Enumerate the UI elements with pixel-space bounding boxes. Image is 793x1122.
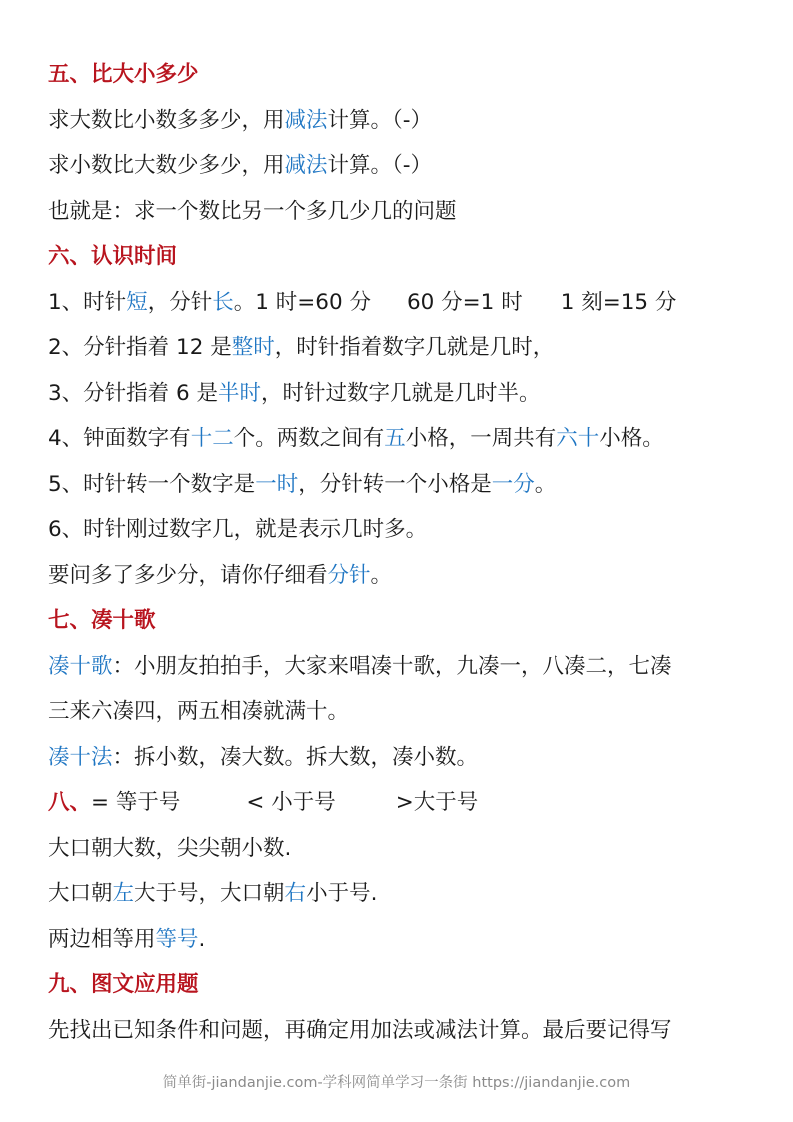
s5-line-1: 求大数比小数多多少，用减法计算。（-） (48, 107, 433, 133)
highlight-term: 左 (112, 881, 135, 906)
s6-line-1: 1、时针短，分针长。1 时=60 分 60 分=1 时 1 刻=15 分 (48, 289, 677, 315)
section-8-prefix: 八、 (48, 790, 92, 815)
highlight-term: 整时 (231, 335, 275, 360)
s5-line-3: 也就是：求一个数比另一个多几少几的问题 (48, 198, 457, 224)
document-body (48, 52, 748, 1053)
section-6-heading: 六、认识时间 (48, 244, 178, 269)
section-8-heading: 八、= 等于号 < 小于号 >大于号 (48, 790, 479, 815)
s6-line-2: 2、分针指着 12 是整时，时针指着数字几就是几时， (48, 335, 555, 360)
highlight-term: 分针 (327, 562, 371, 588)
page-footer: 简单街-jiandanjie.com-学科网简单学习一条街 https://jiandanjie.com (162, 1075, 631, 1091)
s8-line-2: 大口朝左大于号，大口朝右小于号. (48, 881, 378, 906)
s6-line-5: 5、时针转一个数字是一时，分针转一个小格是一分。 (48, 471, 557, 497)
s6-line-3: 3、分针指着 6 是半时，时针过数字几就是几时半。 (48, 380, 541, 406)
highlight-term: 减法 (284, 153, 328, 178)
highlight-term: 凑十法 (48, 744, 113, 770)
s7-line-3: 凑十法：拆小数，凑大数。拆大数，凑小数。 (48, 744, 479, 770)
section-7-heading: 七、凑十歌 (48, 608, 156, 633)
s8-line-1: 大口朝大数，尖尖朝小数. (48, 835, 292, 861)
highlight-term: 六十 (556, 426, 600, 451)
highlight-term: 减法 (284, 107, 328, 133)
s7-line-2: 三来六凑四，两五相凑就满十。 (48, 699, 350, 724)
highlight-term: 半时 (218, 380, 262, 406)
s8-line-3: 两边相等用等号. (48, 926, 206, 952)
highlight-term: 十二 (190, 426, 234, 451)
s7-line-1: 凑十歌：小朋友拍拍手，大家来唱凑十歌，九凑一，八凑二，七凑 (48, 653, 672, 679)
highlight-term: 凑十歌 (48, 653, 113, 679)
highlight-term: 右 (284, 881, 307, 906)
s9-line-1: 先找出已知条件和问题，再确定用加法或减法计算。最后要记得写 (48, 1017, 672, 1043)
highlight-term: 短 (126, 289, 148, 315)
highlight-term: 五 (384, 426, 406, 451)
section-9-heading: 九、图文应用题 (48, 972, 199, 997)
s6-line-6: 6、时针刚过数字几，就是表示几时多。 (48, 517, 428, 542)
highlight-term: 一时 (255, 471, 299, 497)
highlight-term: 长 (212, 289, 234, 315)
highlight-term: 等号 (155, 926, 199, 952)
s6-line-7: 要问多了多少分，请你仔细看分针。 (48, 562, 393, 588)
s5-line-2: 求小数比大数少多少，用减法计算。（-） (48, 153, 433, 178)
highlight-term: 一分 (491, 471, 535, 497)
s6-line-4: 4、钟面数字有十二个。两数之间有五小格，一周共有六十小格。 (48, 426, 664, 451)
section-5-heading: 五、比大小多少 (48, 62, 199, 87)
